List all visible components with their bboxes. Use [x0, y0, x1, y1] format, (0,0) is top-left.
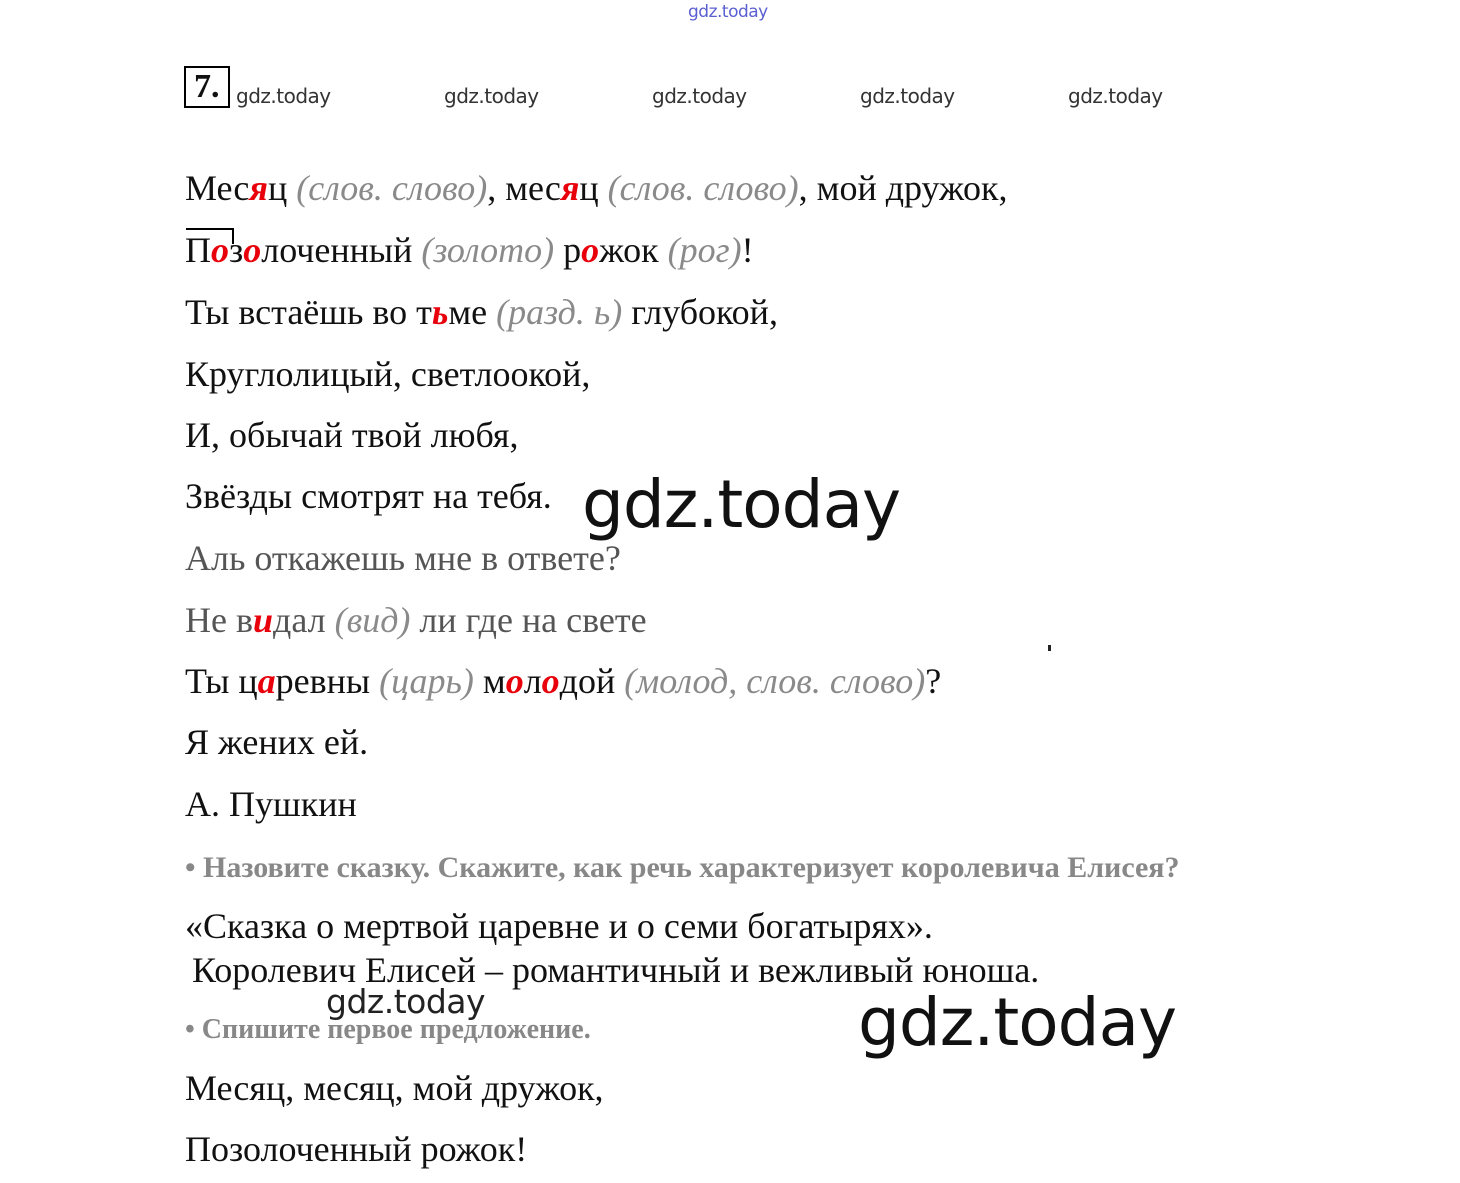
poem-text: , мой дружок,	[798, 168, 1008, 208]
poem-text: ревны	[275, 661, 380, 701]
highlighted-letter: о	[211, 230, 229, 270]
watermark-large-1[interactable]: gdz.today	[582, 466, 901, 543]
answer-2-line-1: Месяц, месяц, мой дружок,	[185, 1068, 604, 1108]
poem-text: Мес	[185, 168, 250, 208]
stray-mark	[1048, 645, 1051, 651]
poem-line	[185, 290, 778, 334]
poem-text: ц	[267, 168, 297, 208]
poem-text: глубокой,	[622, 292, 778, 332]
spelling-note: (царь)	[379, 661, 474, 701]
poem-line	[185, 782, 357, 826]
highlighted-letter: ь	[431, 292, 449, 332]
spelling-note: (золото)	[421, 230, 555, 270]
poem-text: , мес	[487, 168, 561, 208]
poem-line	[185, 352, 590, 396]
poem-text: Ты ц	[185, 661, 258, 701]
poem-text: м	[473, 661, 506, 701]
highlighted-letter: а	[257, 661, 276, 701]
poem-text: дой	[559, 661, 625, 701]
spelling-note: (разд. ь)	[496, 292, 623, 332]
watermark-row-4[interactable]: gdz.today	[860, 84, 955, 108]
poem-text: Звёзды смотрят на тебя.	[185, 476, 552, 516]
watermark-row-5[interactable]: gdz.today	[1068, 84, 1163, 108]
poem-line	[185, 598, 647, 642]
highlighted-letter: о	[581, 230, 600, 270]
answer-2-line-2: Позолоченный рожок!	[185, 1129, 528, 1169]
poem-line	[185, 166, 1008, 210]
poem-text: Круглолицый, светлоокой,	[185, 354, 591, 394]
highlighted-letter: и	[252, 600, 274, 640]
poem-text: л	[523, 661, 542, 701]
poem-text: Аль откажешь мне в ответе?	[185, 538, 621, 578]
poem-text: з	[229, 230, 244, 270]
poem-text: р	[554, 230, 582, 270]
spelling-note: (слов. слово)	[296, 168, 488, 208]
poem-text: жок	[599, 230, 668, 270]
poem-text: ли где на свете	[410, 600, 647, 640]
poem-line	[185, 720, 368, 764]
highlighted-letter: о	[505, 661, 524, 701]
watermark-medium[interactable]: gdz.today	[326, 982, 486, 1021]
poem-text: Я жених ей.	[185, 722, 369, 762]
watermark-row-1[interactable]: gdz.today	[236, 84, 331, 108]
watermark-large-2[interactable]: gdz.today	[858, 984, 1177, 1061]
answer-1-line-1: «Сказка о мертвой царевне и о семи богатырях».	[185, 906, 933, 946]
highlighted-letter: о	[541, 661, 560, 701]
watermark-top[interactable]: gdz.today	[688, 2, 768, 22]
poem-line	[185, 228, 754, 272]
poem-line	[185, 536, 621, 580]
watermark-row-3[interactable]: gdz.today	[652, 84, 747, 108]
poem-line	[185, 474, 552, 518]
highlighted-letter: я	[249, 168, 268, 208]
poem-line	[185, 659, 941, 703]
poem-text: П	[185, 230, 211, 270]
poem-text: А. Пушкин	[185, 784, 357, 824]
poem-text: лоченный	[261, 230, 422, 270]
poem-text: Ты встаёшь во т	[185, 292, 432, 332]
poem-text: ?	[925, 661, 942, 701]
spelling-note: (молод, слов. слово)	[624, 661, 926, 701]
answer-1-line-2: Королевич Елисей – романтичный и вежливый юноша.	[192, 950, 1040, 990]
poem-text: ц	[579, 168, 608, 208]
spelling-note: (вид)	[334, 600, 411, 640]
question-1: • Назовите сказку. Скажите, как речь характеризует королевича Елисея?	[185, 851, 1180, 884]
poem-line	[185, 413, 518, 457]
poem-text: ме	[448, 292, 497, 332]
spelling-note: (рог)	[667, 230, 742, 270]
poem-text: дал	[273, 600, 335, 640]
poem-text: И, обычай твой любя,	[185, 415, 519, 455]
poem-text: !	[741, 230, 754, 270]
highlighted-letter: о	[243, 230, 262, 270]
watermark-row-2[interactable]: gdz.today	[444, 84, 539, 108]
spelling-note: (слов. слово)	[607, 168, 799, 208]
poem-text: Не в	[185, 600, 253, 640]
highlighted-letter: я	[560, 168, 580, 208]
exercise-number: 7.	[184, 66, 230, 108]
question-2: • Спишите первое предложение.	[185, 1014, 591, 1045]
